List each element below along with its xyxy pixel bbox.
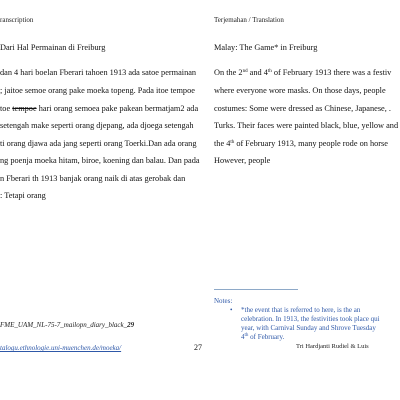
transcription-line [0,105,198,113]
translation-title: Malay: The Game* in Freiburg [214,43,318,52]
transcription-line: ; jaitoe semoe orang pake moeka topeng. Pada itoe tempoe [0,86,195,95]
transcription-line: setengah make seperti orang djepang, ada djoega setengah [0,121,194,130]
translation-text: the 4 [214,139,231,148]
citation-number: 29 [127,321,135,329]
translation-line [214,69,391,77]
translation-line: Turks. Their faces were painted black, blue, yellow and [214,121,399,130]
ordinal-suffix: th [267,69,272,74]
translation-text: of February 1913, many people rode on horse [234,139,388,148]
translation-line: However, people [214,156,271,165]
transcription-title: Dari Hal Permainan di Freiburg [0,43,106,52]
translation-text: of February 1913 there was a festiv [271,68,392,77]
transcription-line: n Fberari th 1913 banjak orang naik di atas gerobak dan [0,174,186,183]
note-line: celebration. In 1913, the festivities took place qui [241,315,380,323]
citation-text: FME_UAM_NL-75-7_mailopn_diary_black_ [0,321,128,329]
note-line [241,333,284,341]
translation-line: where everyone wore masks. On those days, people [214,86,386,95]
page-number: 27 [194,343,202,352]
note-text: of February. [248,333,285,341]
notes-label: Notes: [214,297,233,305]
translation-line [214,140,388,148]
note-line: *the event that is referred to here, is the an [241,306,361,314]
transcription-line: ng poenja moeka hitam, biroe, koening dan balau. Dan pada [0,156,200,165]
transcription-line: : Tetapi orang [0,191,46,200]
transcription-text: hari orang semoea pake pakean bermatjam2 ada [36,104,199,113]
translation-line: costumes: Some were dressed as Chinese, Japanese, . [214,104,391,113]
left-header: ranscription [0,16,34,24]
translation-text: On the 2 [214,68,243,77]
transcription-line: dan 4 hari boelan Fberari tahoen 1913 ada satoe permainan [0,68,197,77]
struck-word: tempoe [12,104,37,113]
notes-divider [214,289,298,290]
note-text: 4 [241,333,245,341]
transcription-line: ti orang djawa ada jang seperti orang Toerki.Dan ada orang [0,139,197,148]
source-citation [0,321,134,329]
bullet-icon: • [230,306,233,314]
translation-text: and 4 [247,68,268,77]
ordinal-suffix: th [244,333,249,338]
transcription-text: toe [0,104,13,113]
ordinal-suffix: th [230,140,235,145]
note-line: year, with Carnival Sunday and Shrove Tuesday [241,324,376,332]
right-header: Terjemahan / Translation [214,16,284,24]
authors: Tri Hardjanti Rudiel & Luis [296,343,369,350]
catalogue-link[interactable]: talogu.ethnologie.uni-muenchen.de/moeka/ [0,344,122,352]
ordinal-suffix: nd [242,69,248,74]
